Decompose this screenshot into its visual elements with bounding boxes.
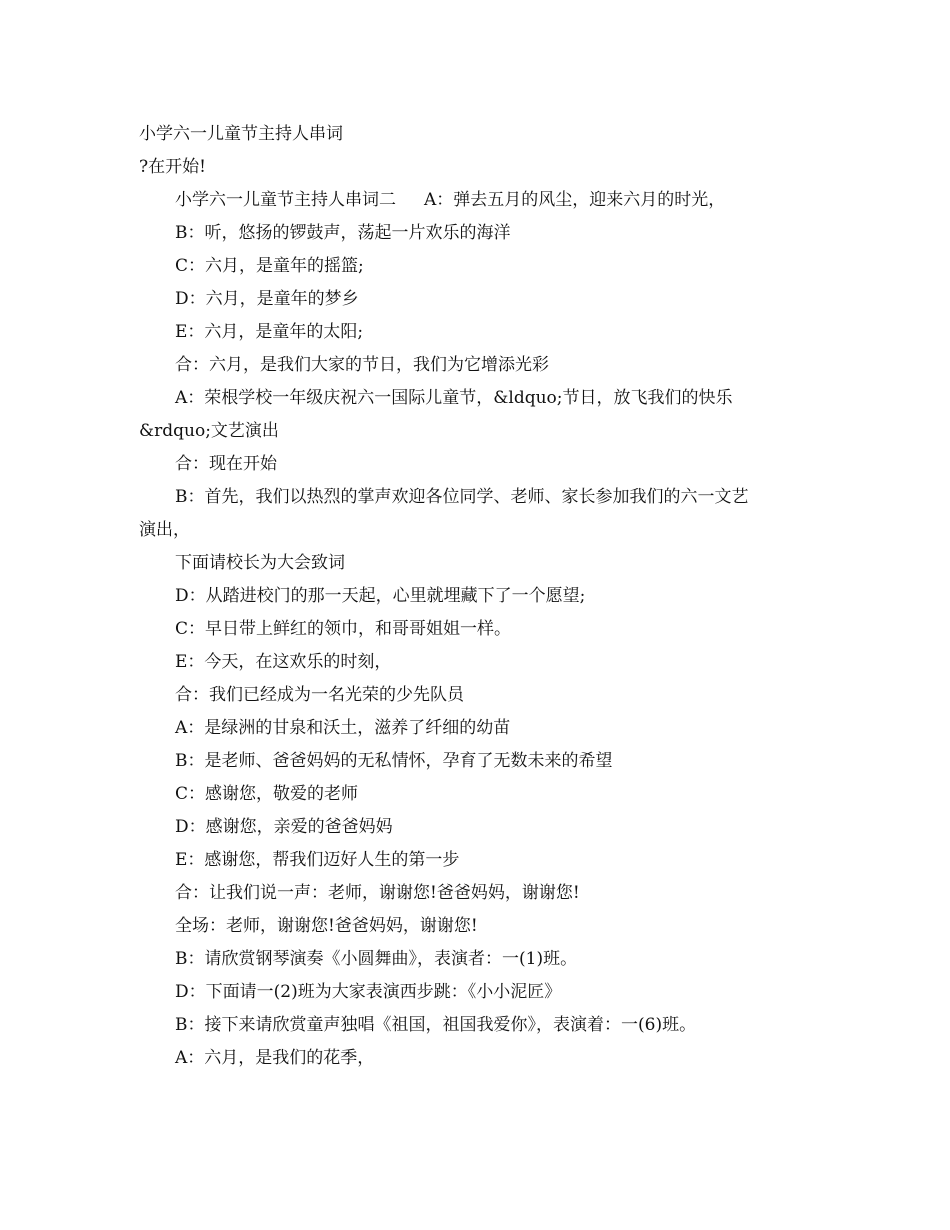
text-line: D：六月，是童年的梦乡 [175, 289, 359, 309]
text-line: C：六月，是童年的摇篮; [175, 256, 364, 276]
text-line: 下面请校长为大会致词 [175, 553, 345, 573]
text-line: A：是绿洲的甘泉和沃土，滋养了纤细的幼苗 [175, 718, 511, 738]
text-line: B：听，悠扬的锣鼓声，荡起一片欢乐的海洋 [175, 223, 511, 243]
text-line: B：接下来请欣赏童声独唱《祖国，祖国我爱你》，表演着：一(6)班。 [175, 1015, 697, 1035]
text-line [139, 184, 819, 217]
document-body [139, 118, 819, 1075]
text-line: E：今天，在这欢乐的时刻， [175, 652, 392, 672]
text-line: D：感谢您，亲爱的爸爸妈妈 [175, 817, 393, 837]
text-line: E：六月，是童年的太阳; [175, 322, 364, 342]
text-line: 合：现在开始 [175, 454, 277, 474]
text-line: 合：六月，是我们大家的节日，我们为它增添光彩 [175, 355, 549, 375]
text-line: C：早日带上鲜红的领巾，和哥哥姐姐一样。 [175, 619, 512, 639]
text-line: E：感谢您，帮我们迈好人生的第一步 [175, 850, 460, 870]
text-line: A：六月，是我们的花季， [175, 1048, 375, 1068]
text-line: 合：我们已经成为一名光荣的少先队员 [175, 685, 464, 705]
text-line: B：首先，我们以热烈的掌声欢迎各位同学、老师、家长参加我们的六一文艺 [175, 487, 749, 507]
text-line: &rdquo;文艺演出 [139, 421, 279, 441]
text-line: 合：让我们说一声：老师，谢谢您!爸爸妈妈，谢谢您! [175, 883, 580, 903]
text-line: B：是老师、爸爸妈妈的无私情怀，孕育了无数未来的希望 [175, 751, 613, 771]
section-heading: 小学六一儿童节主持人串词二 [175, 190, 396, 210]
text-line: A：荣根学校一年级庆祝六一国际儿童节，&ldquo;节日，放飞我们的快乐 [175, 388, 733, 408]
text-line: B：请欣赏钢琴演奏《小圆舞曲》，表演者：一(1)班。 [175, 949, 578, 969]
document-title: 小学六一儿童节主持人串词 [139, 124, 343, 144]
text-fragment: A：弹去五月的风尘，迎来六月的时光， [424, 190, 726, 210]
text-line: 演出， [139, 520, 190, 540]
text-line: C：感谢您，敬爱的老师 [175, 784, 359, 804]
text-line: D：从踏进校门的那一天起，心里就埋藏下了一个愿望; [175, 586, 586, 606]
text-line: D：下面请一(2)班为大家表演西步跳：《小小泥匠》 [175, 982, 562, 1002]
text-line: ?在开始! [139, 157, 206, 177]
text-line: 全场：老师，谢谢您!爸爸妈妈，谢谢您! [175, 916, 478, 936]
